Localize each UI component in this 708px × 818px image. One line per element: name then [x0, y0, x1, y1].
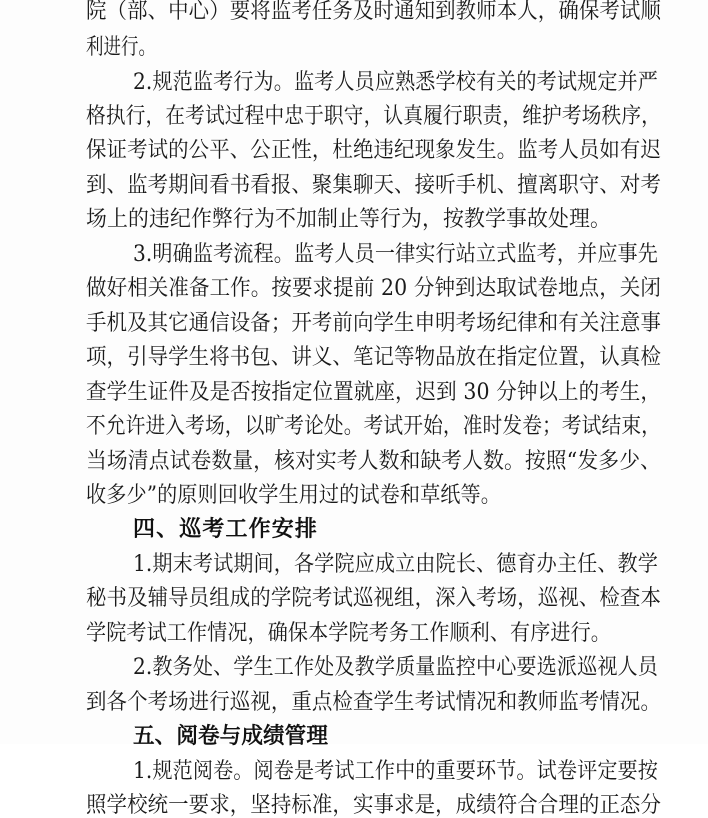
- text-line: 2.规范监考行为。监考人员应熟悉学校有关的考试规定并严: [133, 70, 658, 95]
- text-line: 不允许进入考场，以旷考论处。考试开始，准时发卷；考试结束，: [86, 414, 661, 439]
- text-line: 秘书及辅导员组成的学院考试巡视组，深入考场，巡视、检查本: [86, 586, 661, 611]
- text-line: 利进行。: [86, 35, 156, 60]
- text-line: 格执行，在考试过程中忠于职守，认真履行职责，维护考场秩序，: [86, 104, 661, 129]
- text-line: 做好相关准备工作。按要求提前 20 分钟到达取试卷地点，关闭: [86, 276, 661, 301]
- text-line: 学院考试工作情况，确保本学院考务工作顺利、有序进行。: [86, 621, 611, 646]
- section-heading: 五、阅卷与成绩管理: [133, 724, 328, 749]
- text-line: 1.规范阅卷。阅卷是考试工作中的重要环节。试卷评定要按: [133, 759, 658, 784]
- text-line: 查学生证件及是否按指定位置就座，迟到 30 分钟以上的考生，: [86, 380, 661, 405]
- text-line: 收多少”的原则回收学生用过的试卷和草纸等。: [86, 483, 501, 508]
- text-line: 保证考试的公平、公正性，杜绝违纪现象发生。监考人员如有迟: [86, 138, 661, 163]
- text-line: 院（部、中心）要将监考任务及时通知到教师本人，确保考试顺: [86, 0, 661, 24]
- text-line: 到、监考期间看书看报、聚集聊天、接听手机、擅离职守、对考: [86, 173, 661, 198]
- text-line: 到各个考场进行巡视，重点检查学生考试情况和教师监考情况。: [86, 690, 661, 715]
- text-line: 当场清点试卷数量，核对实考人数和缺考人数。按照“发多少、: [86, 449, 661, 474]
- text-line: 场上的违纪作弊行为不加制止等行为，按教学事故处理。: [86, 207, 611, 232]
- text-line: 照学校统一要求，坚持标准，实事求是，成绩符合合理的正态分: [86, 793, 661, 818]
- text-line: 1.期末考试期间，各学院应成立由院长、德育办主任、教学: [133, 552, 658, 577]
- text-line: 手机及其它通信设备；开考前向学生申明考场纪律和有关注意事: [86, 311, 661, 336]
- text-line: 3.明确监考流程。监考人员一律实行站立式监考，并应事先: [133, 242, 658, 267]
- section-heading: 四、巡考工作安排: [133, 517, 318, 542]
- text-line: 2.教务处、学生工作处及教学质量监控中心要选派巡视人员: [133, 655, 658, 680]
- text-line: 项，引导学生将书包、讲义、笔记等物品放在指定位置，认真检: [86, 345, 661, 370]
